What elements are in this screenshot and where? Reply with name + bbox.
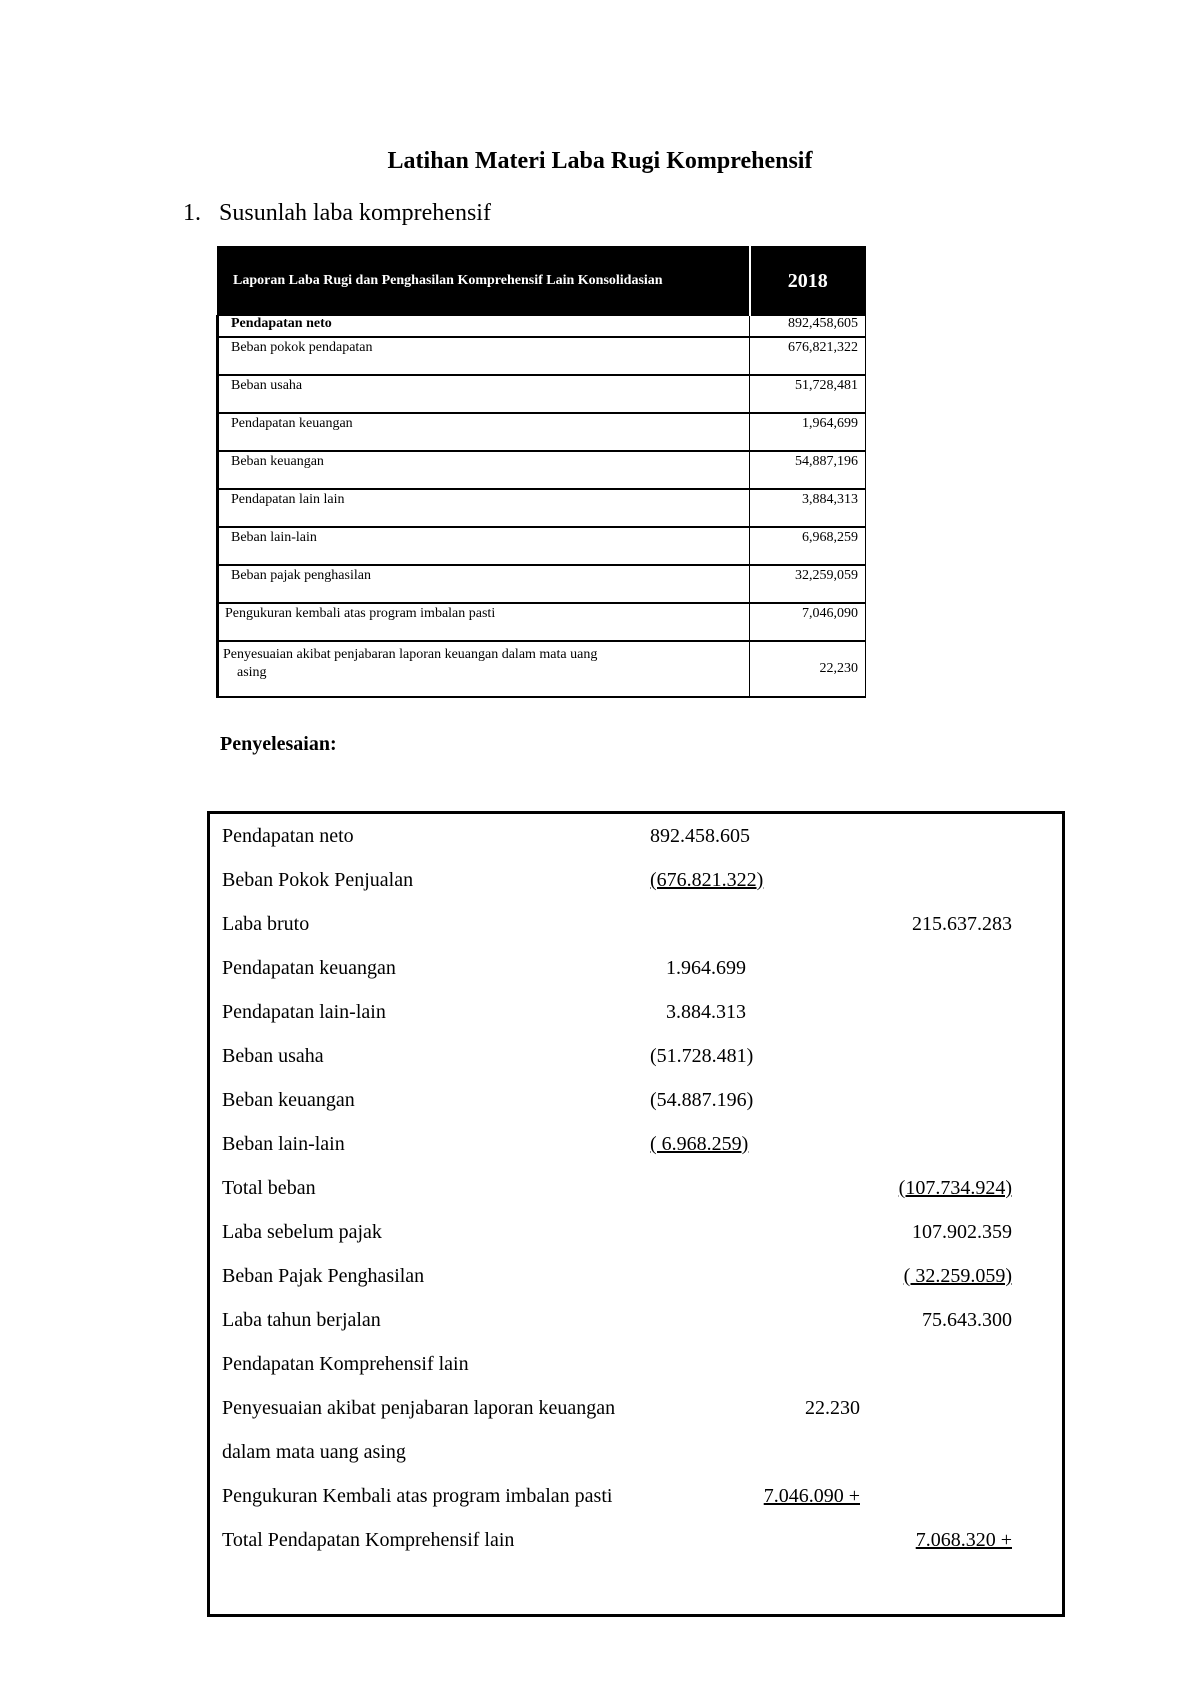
statement-row bbox=[210, 1308, 1062, 1344]
given-data-table bbox=[216, 246, 866, 698]
row-label: Beban pokok pendapatan bbox=[218, 337, 750, 375]
statement-total: ( 32.259.059) bbox=[903, 1265, 1012, 1287]
given-header-label: Laporan Laba Rugi dan Penghasilan Komprehensif Lain Konsolidasian bbox=[218, 247, 750, 316]
statement-row bbox=[210, 1264, 1062, 1300]
statement-row bbox=[210, 1440, 1062, 1476]
statement-label: Total beban bbox=[222, 1177, 316, 1199]
table-row bbox=[218, 316, 866, 338]
table-row bbox=[218, 337, 866, 375]
statement-row bbox=[210, 912, 1062, 948]
statement-row bbox=[210, 868, 1062, 904]
statement-total: (107.734.924) bbox=[898, 1177, 1012, 1199]
statement-label: Pengukuran Kembali atas program imbalan pasti bbox=[222, 1485, 613, 1507]
statement-label: Pendapatan lain-lain bbox=[222, 1001, 386, 1023]
row-value: 6,968,259 bbox=[750, 527, 866, 565]
statement-row bbox=[210, 1176, 1062, 1212]
row-label: Pendapatan lain lain bbox=[218, 489, 750, 527]
row-value: 7,046,090 bbox=[750, 603, 866, 641]
statement-row bbox=[210, 1396, 1062, 1432]
statement-label: Beban keuangan bbox=[222, 1089, 355, 1111]
table-row bbox=[218, 641, 866, 697]
row-value: 892,458,605 bbox=[750, 316, 866, 338]
statement-label: Beban Pokok Penjualan bbox=[222, 869, 414, 891]
statement-total: 7.068.320 + bbox=[915, 1529, 1012, 1551]
statement-amount: 3.884.313 bbox=[666, 1001, 746, 1023]
row-label: Pengukuran kembali atas program imbalan pasti bbox=[218, 603, 750, 641]
statement-total: 107.902.359 bbox=[912, 1221, 1012, 1243]
question-text: Susunlah laba komprehensif bbox=[219, 200, 491, 226]
row-value: 32,259,059 bbox=[750, 565, 866, 603]
row-label: Beban keuangan bbox=[218, 451, 750, 489]
solution-box bbox=[207, 811, 1065, 1617]
statement-label: Penyesuaian akibat penjabaran laporan keuangan bbox=[222, 1397, 616, 1419]
row-label: Beban lain-lain bbox=[218, 527, 750, 565]
statement-label: Total Pendapatan Komprehensif lain bbox=[222, 1529, 515, 1551]
statement-label: Pendapatan keuangan bbox=[222, 957, 396, 979]
statement-label: Laba bruto bbox=[222, 913, 310, 935]
given-header-year: 2018 bbox=[750, 247, 866, 316]
statement-row bbox=[210, 824, 1062, 860]
statement-subtotal: 7.046.090 + bbox=[763, 1485, 860, 1507]
statement-amount: 1.964.699 bbox=[666, 957, 746, 979]
statement-label: Pendapatan neto bbox=[222, 825, 354, 847]
question-number: 1. bbox=[183, 200, 201, 226]
statement-row bbox=[210, 1484, 1062, 1520]
table-row bbox=[218, 603, 866, 641]
statement-row bbox=[210, 956, 1062, 992]
statement-amount: (51.728.481) bbox=[650, 1045, 754, 1067]
table-row bbox=[218, 375, 866, 413]
row-label-line1: Penyesuaian akibat penjabaran laporan keuangan dalam mata uang bbox=[223, 647, 598, 662]
statement-row bbox=[210, 1000, 1062, 1036]
given-table-header bbox=[218, 247, 866, 316]
row-label: Beban pajak penghasilan bbox=[218, 565, 750, 603]
statement-total: 215.637.283 bbox=[912, 913, 1012, 935]
row-value: 1,964,699 bbox=[750, 413, 866, 451]
row-label: Beban usaha bbox=[218, 375, 750, 413]
statement-total: 75.643.300 bbox=[922, 1309, 1012, 1331]
statement-label: Laba tahun berjalan bbox=[222, 1309, 381, 1331]
statement-label: dalam mata uang asing bbox=[222, 1441, 406, 1463]
row-label-line2: asing bbox=[237, 665, 267, 680]
statement-row bbox=[210, 1132, 1062, 1168]
table-row bbox=[218, 413, 866, 451]
row-value: 3,884,313 bbox=[750, 489, 866, 527]
row-value: 54,887,196 bbox=[750, 451, 866, 489]
statement-row bbox=[210, 1352, 1062, 1388]
statement-label: Beban usaha bbox=[222, 1045, 324, 1067]
table-row bbox=[218, 451, 866, 489]
statement-amount: 892.458.605 bbox=[650, 825, 750, 847]
row-label: Pendapatan neto bbox=[218, 316, 750, 338]
statement-amount: (676.821.322) bbox=[650, 869, 764, 891]
statement-label: Beban Pajak Penghasilan bbox=[222, 1265, 425, 1287]
statement-subtotal: 22.230 bbox=[805, 1397, 860, 1419]
table-row bbox=[218, 489, 866, 527]
statement-label: Laba sebelum pajak bbox=[222, 1221, 382, 1243]
table-row bbox=[218, 527, 866, 565]
document-title: Latihan Materi Laba Rugi Komprehensif bbox=[387, 148, 813, 174]
row-value: 51,728,481 bbox=[750, 375, 866, 413]
statement-row bbox=[210, 1528, 1062, 1564]
row-label bbox=[218, 641, 750, 697]
statement-label: Pendapatan Komprehensif lain bbox=[222, 1353, 469, 1375]
row-value: 676,821,322 bbox=[750, 337, 866, 375]
row-label: Pendapatan keuangan bbox=[218, 413, 750, 451]
table-row bbox=[218, 565, 866, 603]
solution-heading: Penyelesaian: bbox=[220, 733, 337, 755]
statement-amount: (54.887.196) bbox=[650, 1089, 754, 1111]
statement-row bbox=[210, 1220, 1062, 1256]
statement-row bbox=[210, 1088, 1062, 1124]
statement-label: Beban lain-lain bbox=[222, 1133, 345, 1155]
statement-amount: ( 6.968.259) bbox=[650, 1133, 749, 1155]
statement-row bbox=[210, 1044, 1062, 1080]
row-value: 22,230 bbox=[750, 641, 866, 697]
question bbox=[183, 200, 491, 227]
